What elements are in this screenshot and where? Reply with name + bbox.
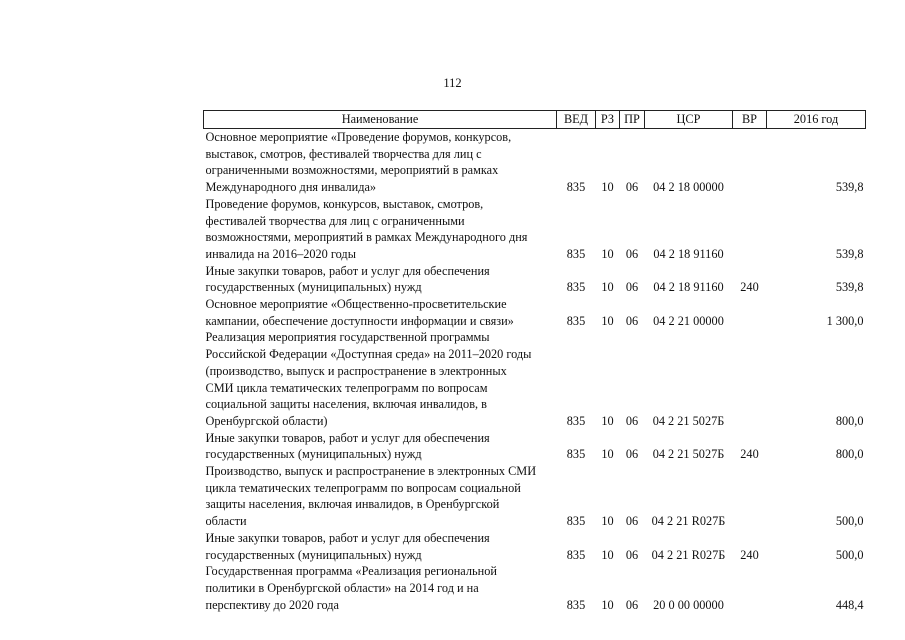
row-amount: 539,8 [835, 180, 864, 195]
row-rz: 10 [601, 280, 614, 295]
row-pr: 06 [625, 447, 639, 462]
row-name-line: Иные закупки товаров, работ и услуг для обеспечения [205, 430, 490, 445]
row-ved: 835 [566, 413, 586, 428]
row-pr: 06 [625, 180, 639, 195]
row-amount: 500,0 [835, 514, 864, 529]
table-row [204, 563, 866, 613]
row-name-line: Оренбургской области) [205, 413, 328, 428]
row-amount: 1 300,0 [826, 313, 864, 328]
row-amount: 500,0 [835, 547, 864, 562]
header-pr: ПР [620, 111, 645, 129]
row-name-cell [204, 196, 557, 263]
header-year: 2016 год [767, 111, 866, 129]
row-name-line: социальной защиты населения, включая инвалидов, в [205, 397, 487, 412]
budget-table [203, 110, 866, 613]
row-rz: 10 [601, 514, 614, 529]
row-csr: 04 2 18 91160 [653, 246, 724, 261]
row-amount: 800,0 [835, 447, 864, 462]
row-name-line: Основное мероприятие «Общественно-просветительские [205, 297, 507, 312]
row-name-line: СМИ цикла тематических телепрограмм по вопросам [205, 380, 488, 395]
row-amount: 539,8 [835, 280, 864, 295]
table-row [204, 129, 866, 196]
row-name-line: выставок, смотров, фестивалей творчества для лиц с [205, 146, 482, 161]
row-name-cell [204, 263, 557, 296]
row-ved: 835 [566, 280, 586, 295]
row-pr: 06 [625, 547, 639, 562]
row-rz: 10 [601, 447, 614, 462]
row-name-line: возможностями, мероприятий в рамках Международного дня [205, 230, 528, 245]
row-csr: 04 2 21 00000 [653, 313, 724, 328]
row-ved: 835 [566, 597, 586, 612]
table-row [204, 530, 866, 563]
row-vr: 240 [740, 547, 759, 562]
row-name-cell [204, 463, 557, 530]
row-vr [733, 296, 767, 329]
row-csr: 20 0 00 00000 [653, 597, 724, 612]
row-name-line: Российской Федерации «Доступная среда» на 2011–2020 годы [205, 347, 532, 362]
row-ved: 835 [566, 313, 586, 328]
row-name-line: цикла тематических телепрограмм по вопросам социальной [205, 480, 521, 495]
row-amount: 448,4 [835, 597, 864, 612]
row-name-line: Производство, выпуск и распространение в электронных СМИ [205, 464, 537, 479]
row-pr: 06 [625, 280, 639, 295]
row-csr: 04 2 18 00000 [653, 180, 724, 195]
row-name-line: государственных (муниципальных) нужд [205, 280, 422, 295]
row-csr: 04 2 21 R027Б [651, 547, 726, 562]
row-pr: 06 [625, 246, 639, 261]
row-name-line: кампании, обеспечение доступности информации и связи» [205, 313, 514, 328]
table-row [204, 296, 866, 329]
row-name-cell [204, 329, 557, 429]
row-ved: 835 [566, 180, 586, 195]
table-row [204, 329, 866, 429]
table-row [204, 463, 866, 530]
row-name-line: Проведение форумов, конкурсов, выставок, смотров, [205, 196, 484, 211]
row-vr: 240 [740, 447, 759, 462]
row-ved: 835 [566, 547, 586, 562]
row-amount: 800,0 [835, 413, 864, 428]
row-vr: 240 [740, 280, 759, 295]
row-name-line: государственных (муниципальных) нужд [205, 547, 422, 562]
row-rz: 10 [601, 547, 614, 562]
row-name-line: ограниченными возможностями, мероприятий в рамках [205, 163, 499, 178]
page-number: 112 [443, 76, 462, 90]
row-rz: 10 [601, 597, 614, 612]
row-csr: 04 2 18 91160 [653, 280, 724, 295]
row-pr: 06 [625, 597, 639, 612]
row-name-line: Международного дня инвалида» [205, 180, 377, 195]
row-name-line: фестивалей творчества для лиц с ограниченными [205, 213, 465, 228]
table-row [204, 263, 866, 296]
row-name-line: области [205, 514, 247, 529]
row-pr: 06 [625, 313, 639, 328]
row-name-line: защиты населения, включая инвалидов, в Оренбургской [205, 497, 500, 512]
row-name-cell [204, 563, 557, 613]
row-rz: 10 [601, 180, 614, 195]
row-name-cell [204, 430, 557, 463]
table-row [204, 196, 866, 263]
row-pr: 06 [625, 413, 639, 428]
header-csr: ЦСР [645, 111, 733, 129]
row-vr [733, 563, 767, 613]
row-name-line: (производство, выпуск и распространение в электронных [205, 363, 507, 378]
table-row [204, 430, 866, 463]
row-name-line: государственных (муниципальных) нужд [205, 447, 422, 462]
row-rz: 10 [601, 246, 614, 261]
row-name-cell [204, 530, 557, 563]
row-name-line: перспективу до 2020 года [205, 597, 339, 612]
row-vr [733, 196, 767, 263]
row-vr [733, 463, 767, 530]
header-ved: ВЕД [557, 111, 596, 129]
row-name-line: инвалида на 2016–2020 годы [205, 246, 356, 261]
row-name-line: Государственная программа «Реализация региональной [205, 564, 497, 579]
row-rz: 10 [601, 413, 614, 428]
row-name-line: Основное мероприятие «Проведение форумов, конкурсов, [205, 130, 512, 144]
row-amount: 539,8 [835, 246, 864, 261]
table-header-row [204, 111, 866, 129]
row-rz: 10 [601, 313, 614, 328]
row-csr: 04 2 21 5027Б [652, 447, 725, 462]
row-csr: 04 2 21 5027Б [652, 413, 725, 428]
row-pr: 06 [625, 514, 639, 529]
row-name-line: политики в Оренбургской области» на 2014 год и на [205, 580, 479, 595]
row-ved: 835 [566, 447, 586, 462]
row-name-cell [204, 296, 557, 329]
row-name-line: Реализация мероприятия государственной программы [205, 330, 490, 345]
row-name-line: Иные закупки товаров, работ и услуг для обеспечения [205, 263, 490, 278]
row-name-line: Иные закупки товаров, работ и услуг для обеспечения [205, 530, 490, 545]
row-vr [733, 129, 767, 196]
row-name-cell [204, 129, 557, 196]
row-vr [733, 329, 767, 429]
row-ved: 835 [566, 246, 586, 261]
row-ved: 835 [566, 514, 586, 529]
header-rz: РЗ [596, 111, 620, 129]
header-vr: ВР [733, 111, 767, 129]
header-name: Наименование [204, 111, 557, 129]
row-csr: 04 2 21 R027Б [651, 514, 726, 529]
table-body [204, 129, 866, 614]
